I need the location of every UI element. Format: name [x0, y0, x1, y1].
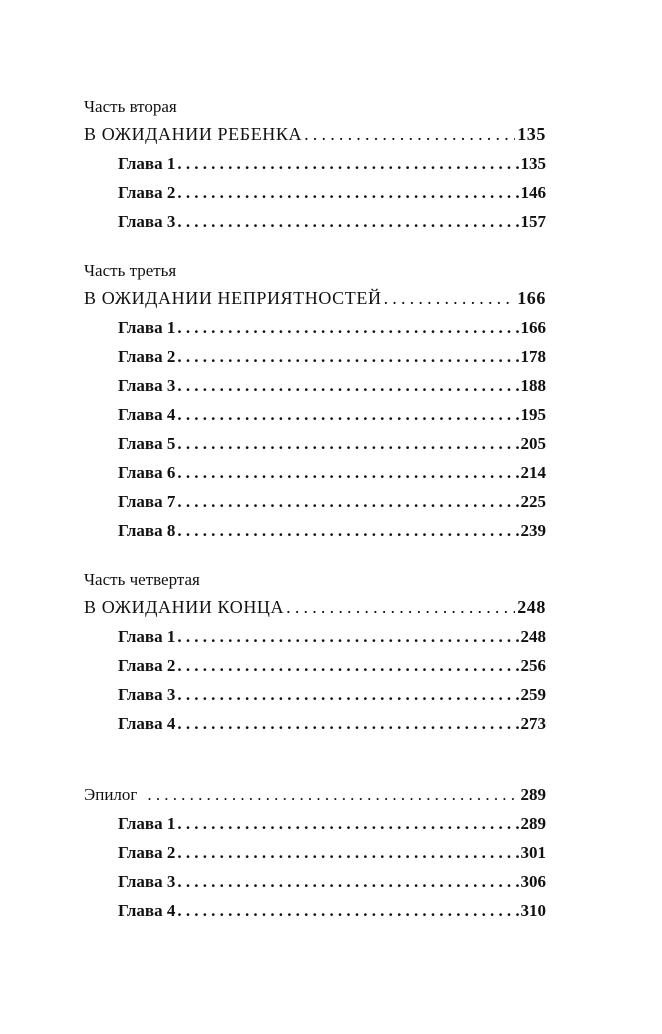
dot-leader	[177, 313, 518, 342]
chapter-row[interactable]	[84, 680, 546, 709]
chapter-label: Глава 3	[118, 872, 176, 891]
chapter-label: Глава 4	[118, 901, 176, 920]
toc-epilogue	[84, 780, 546, 925]
page-number: 188	[520, 376, 546, 395]
part-title: В ОЖИДАНИИ КОНЦА	[84, 597, 285, 617]
dot-leader	[177, 400, 518, 429]
dot-leader	[177, 458, 518, 487]
part-label: Часть четвертая	[84, 570, 200, 589]
chapter-row[interactable]	[84, 207, 546, 236]
page-number: 289	[520, 814, 546, 833]
page-number: 310	[520, 901, 546, 920]
chapter-label: Глава 3	[118, 685, 176, 704]
page-number: 205	[520, 434, 546, 453]
dot-leader	[177, 149, 518, 178]
page-number: 166	[517, 288, 546, 308]
chapter-row[interactable]	[84, 429, 546, 458]
dot-leader	[177, 680, 518, 709]
dot-leader	[177, 516, 518, 545]
page-number: 301	[520, 843, 546, 862]
page-number: 135	[517, 124, 546, 144]
page-number: 248	[517, 597, 546, 617]
dot-leader	[177, 487, 518, 516]
chapter-label: Глава 5	[118, 434, 176, 453]
dot-leader	[177, 867, 518, 896]
part-title: В ОЖИДАНИИ РЕБЕНКА	[84, 124, 303, 144]
dot-leader	[177, 896, 518, 925]
page-number: 214	[520, 463, 546, 482]
dot-leader	[177, 207, 518, 236]
chapter-row[interactable]	[84, 178, 546, 207]
chapter-label: Глава 1	[118, 627, 176, 646]
part-title: В ОЖИДАНИИ НЕПРИЯТНОСТЕЙ	[84, 288, 382, 308]
chapter-label: Глава 8	[118, 521, 176, 540]
dot-leader	[177, 809, 518, 838]
page-number: 146	[520, 183, 546, 202]
toc-part	[84, 94, 546, 236]
chapter-row[interactable]	[84, 838, 546, 867]
dot-leader	[177, 709, 518, 738]
toc-part	[84, 567, 546, 738]
epilogue-row[interactable]	[84, 780, 546, 809]
page-number: 273	[520, 714, 546, 733]
chapter-label: Глава 3	[118, 376, 176, 395]
chapter-label: Глава 7	[118, 492, 176, 511]
dot-leader	[177, 178, 518, 207]
page-number: 306	[520, 872, 546, 891]
page-number: 135	[520, 154, 546, 173]
page-number: 166	[520, 318, 546, 337]
table-of-contents	[84, 94, 546, 947]
chapter-row[interactable]	[84, 622, 546, 651]
dot-leader	[177, 651, 518, 680]
dot-leader	[304, 120, 515, 149]
chapter-row[interactable]	[84, 149, 546, 178]
page-number: 248	[520, 627, 546, 646]
chapter-row[interactable]	[84, 709, 546, 738]
page-number: 157	[520, 212, 546, 231]
epilogue-title: Эпилог	[84, 785, 138, 804]
chapter-label: Глава 2	[118, 656, 176, 675]
toc-part	[84, 258, 546, 545]
chapter-label: Глава 1	[118, 154, 176, 173]
page-number: 178	[520, 347, 546, 366]
section-spacer	[84, 760, 546, 780]
page-number: 195	[520, 405, 546, 424]
chapter-row[interactable]	[84, 867, 546, 896]
page-number: 239	[520, 521, 546, 540]
chapter-label: Глава 2	[118, 843, 176, 862]
chapter-row[interactable]	[84, 342, 546, 371]
chapter-row[interactable]	[84, 371, 546, 400]
part-heading-row[interactable]	[84, 593, 546, 622]
chapter-label: Глава 2	[118, 183, 176, 202]
page-number: 225	[520, 492, 546, 511]
page-number: 259	[520, 685, 546, 704]
chapter-label: Глава 1	[118, 814, 176, 833]
chapter-row[interactable]	[84, 809, 546, 838]
dot-leader	[177, 622, 518, 651]
chapter-label: Глава 1	[118, 318, 176, 337]
part-label: Часть вторая	[84, 97, 177, 116]
part-heading-row[interactable]	[84, 120, 546, 149]
dot-leader	[384, 284, 516, 313]
dot-leader	[177, 429, 518, 458]
dot-leader	[147, 780, 518, 809]
chapter-label: Глава 4	[118, 714, 176, 733]
chapter-label: Глава 3	[118, 212, 176, 231]
chapter-row[interactable]	[84, 896, 546, 925]
dot-leader	[286, 593, 515, 622]
chapter-row[interactable]	[84, 487, 546, 516]
dot-leader	[177, 371, 518, 400]
chapter-row[interactable]	[84, 516, 546, 545]
chapter-row[interactable]	[84, 400, 546, 429]
part-heading-row[interactable]	[84, 284, 546, 313]
chapter-row[interactable]	[84, 313, 546, 342]
page-number: 289	[520, 785, 546, 804]
page-number: 256	[520, 656, 546, 675]
dot-leader	[177, 342, 518, 371]
chapter-label: Глава 6	[118, 463, 176, 482]
dot-leader	[177, 838, 518, 867]
part-label: Часть третья	[84, 261, 177, 280]
chapter-label: Глава 2	[118, 347, 176, 366]
chapter-row[interactable]	[84, 458, 546, 487]
chapter-label: Глава 4	[118, 405, 176, 424]
chapter-row[interactable]	[84, 651, 546, 680]
